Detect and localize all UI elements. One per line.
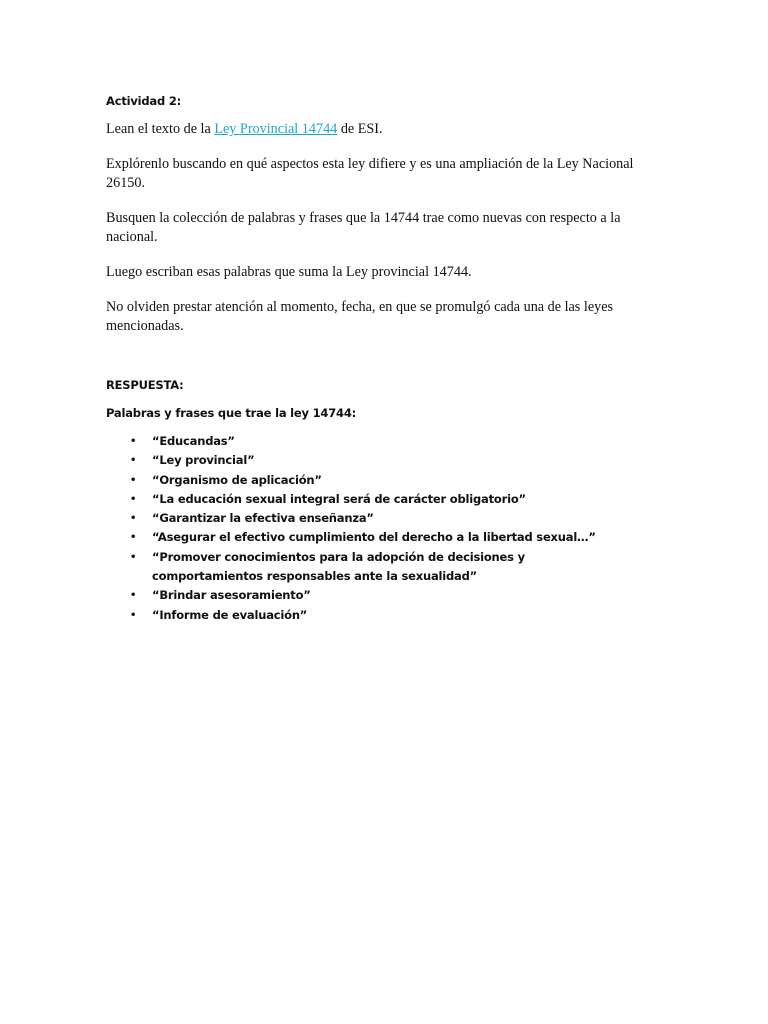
bullet-icon: • xyxy=(130,590,137,602)
list-item-text: “Informe de evaluación” xyxy=(152,607,308,622)
list-item xyxy=(106,451,622,470)
list-item xyxy=(106,586,622,605)
document-page xyxy=(106,92,666,625)
instruction-read-law-prefix: Lean el texto de la xyxy=(106,121,215,137)
instruction-note-dates: No olviden prestar atención al momento, fecha, en que se promulgó cada una de las leyes mencionadas. xyxy=(106,299,614,334)
instruction-read-law-suffix: de ESI. xyxy=(337,121,383,137)
list-item-text: “Asegurar el efectivo cumplimiento del derecho a la libertad sexual…” xyxy=(152,530,596,545)
list-item-text: “Brindar asesoramiento” xyxy=(152,588,311,603)
bullet-icon: • xyxy=(130,436,137,447)
list-item xyxy=(106,528,622,547)
instruction-explore: Explórenlo buscando en qué aspectos esta ley difiere y es una ampliación de la Ley Nacional 26150. xyxy=(106,156,634,191)
bullet-icon: • xyxy=(130,532,137,544)
list-item xyxy=(106,509,622,528)
list-item-text: “La educación sexual integral será de carácter obligatorio” xyxy=(152,491,526,506)
list-item xyxy=(106,606,622,625)
bullet-icon: • xyxy=(130,609,137,621)
activity-title: Actividad 2: xyxy=(106,94,182,108)
list-item xyxy=(106,490,622,509)
bullet-icon: • xyxy=(130,455,137,467)
instruction-read-law xyxy=(106,120,666,139)
list-item xyxy=(106,548,622,587)
list-item-text: “Garantizar la efectiva enseñanza” xyxy=(152,511,374,526)
bullet-icon: • xyxy=(130,474,137,486)
list-item-text: “Organismo de aplicación” xyxy=(152,472,322,487)
list-item-text: “Ley provincial” xyxy=(152,453,255,468)
instruction-search-phrases: Busquen la colección de palabras y frases que la 14744 trae como nuevas con respecto a la nacional. xyxy=(106,210,621,245)
ley-provincial-link[interactable]: Ley Provincial 14744 xyxy=(214,121,338,137)
list-item xyxy=(106,432,622,451)
bullet-icon: • xyxy=(130,493,137,505)
bullet-icon: • xyxy=(130,551,137,563)
phrases-title: Palabras y frases que trae la ley 14744: xyxy=(106,406,357,420)
answer-title: RESPUESTA: xyxy=(106,378,184,392)
bullet-icon: • xyxy=(130,513,137,525)
list-item-text: “Promover conocimientos para la adopción de decisiones y comportamientos responsables ante la sexualidad” xyxy=(152,549,525,584)
instruction-write-words: Luego escriban esas palabras que suma la Ley provincial 14744. xyxy=(106,264,472,280)
phrases-list xyxy=(106,432,666,625)
list-item xyxy=(106,471,622,490)
list-item-text: “Educandas” xyxy=(152,434,235,448)
